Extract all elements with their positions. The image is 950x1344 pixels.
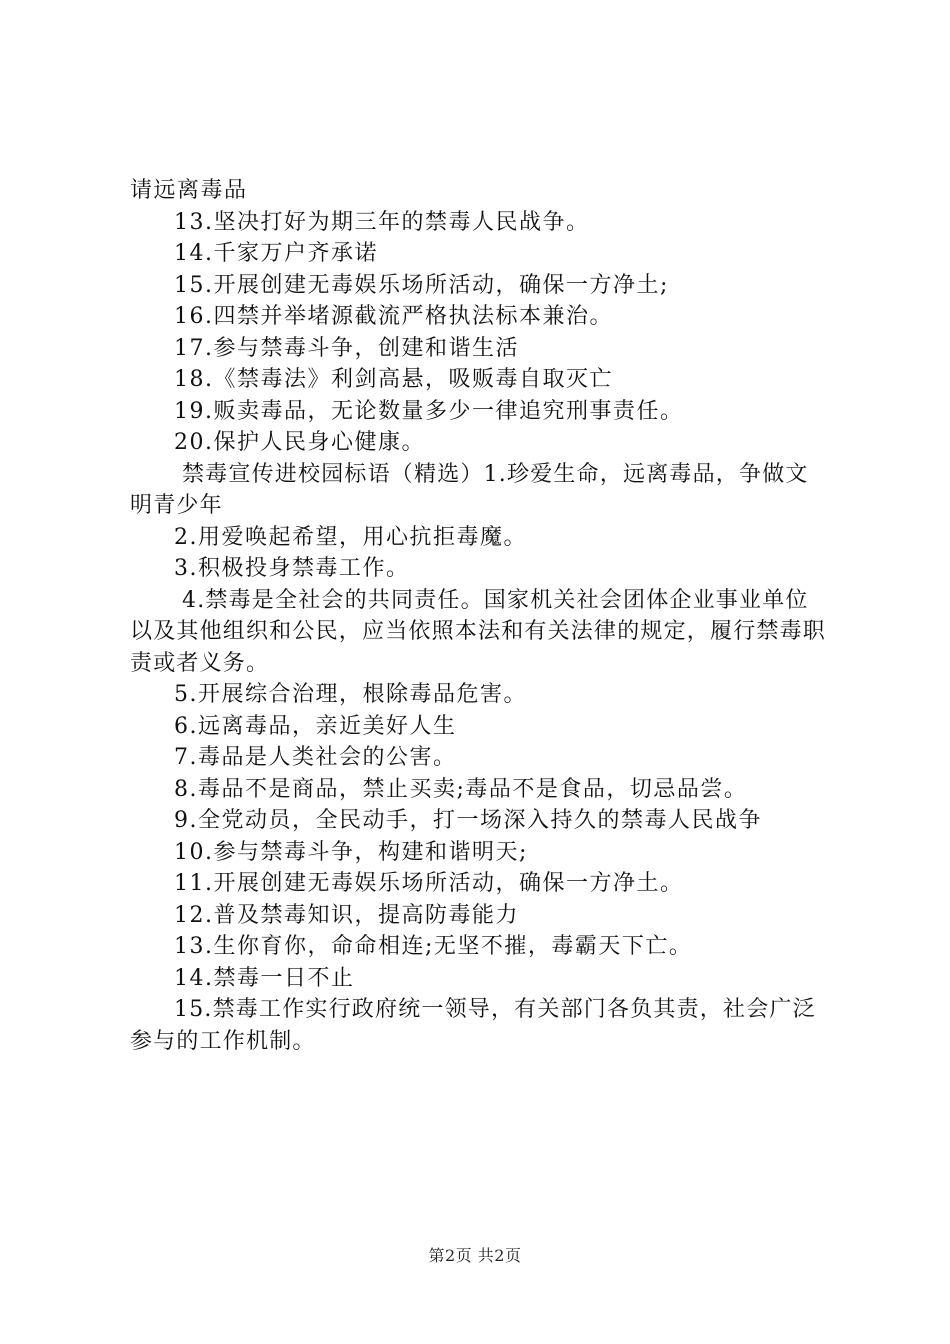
section-heading-paragraph: 禁毒宣传进校园标语（精选）1.珍爱生命，远离毒品，争做文明青少年 xyxy=(130,461,809,518)
text-line: 2.用爱唤起希望，用心抗拒毒魔。 xyxy=(174,524,527,550)
text-line: 15.开展创建无毒娱乐场所活动，确保一方净土; xyxy=(174,272,669,298)
text-line: 13.坚决打好为期三年的禁毒人民战争。 xyxy=(174,209,590,235)
text-line: 请远离毒品 xyxy=(130,178,248,203)
text-line: 12.普及禁毒知识，提高防毒能力 xyxy=(174,902,519,928)
text-line: 14.禁毒一日不止 xyxy=(174,965,355,991)
text-line: 18.《禁毒法》利剑高悬，吸贩毒自取灭亡 xyxy=(174,367,613,392)
text-line: 20.保护人民身心健康。 xyxy=(174,430,425,455)
page-number-footer: 第2页 共2页 xyxy=(428,1246,522,1265)
text-line: 11.开展创建无毒娱乐场所活动，确保一方净土。 xyxy=(174,871,684,896)
text-line: 19.贩卖毒品，无论数量多少一律追究刑事责任。 xyxy=(174,398,684,424)
text-line: 7.毒品是人类社会的公害。 xyxy=(174,745,457,770)
text-line: 14.千家万户齐承诺 xyxy=(174,241,378,266)
paragraph: 15.禁毒工作实行政府统一领导，有关部门各负其责，社会广泛参与的工作机制。 xyxy=(130,997,816,1054)
paragraph: 4.禁毒是全社会的共同责任。国家机关社会团体企业事业单位以及其他组织和公民，应当依照本法和有关法律的规定，履行禁毒职责或者义务。 xyxy=(130,587,827,676)
document-body xyxy=(130,175,830,1057)
text-line: 10.参与禁毒斗争，构建和谐明天; xyxy=(174,839,528,865)
text-line: 8.毒品不是商品，禁止买卖;毒品不是食品，切忌品尝。 xyxy=(174,776,748,802)
text-line: 17.参与禁毒斗争，创建和谐生活 xyxy=(174,335,519,361)
text-line: 3.积极投身禁毒工作。 xyxy=(174,556,410,581)
text-line: 9.全党动员，全民动手，打一场深入持久的禁毒人民战争 xyxy=(174,808,762,833)
text-line: 16.四禁并举堵源截流严格执法标本兼治。 xyxy=(174,304,613,329)
text-line: 6.远离毒品，亲近美好人生 xyxy=(174,713,457,739)
text-line: 5.开展综合治理，根除毒品危害。 xyxy=(174,682,527,707)
text-line: 13.生你育你，命命相连;无坚不摧，毒霸天下亡。 xyxy=(174,934,693,959)
